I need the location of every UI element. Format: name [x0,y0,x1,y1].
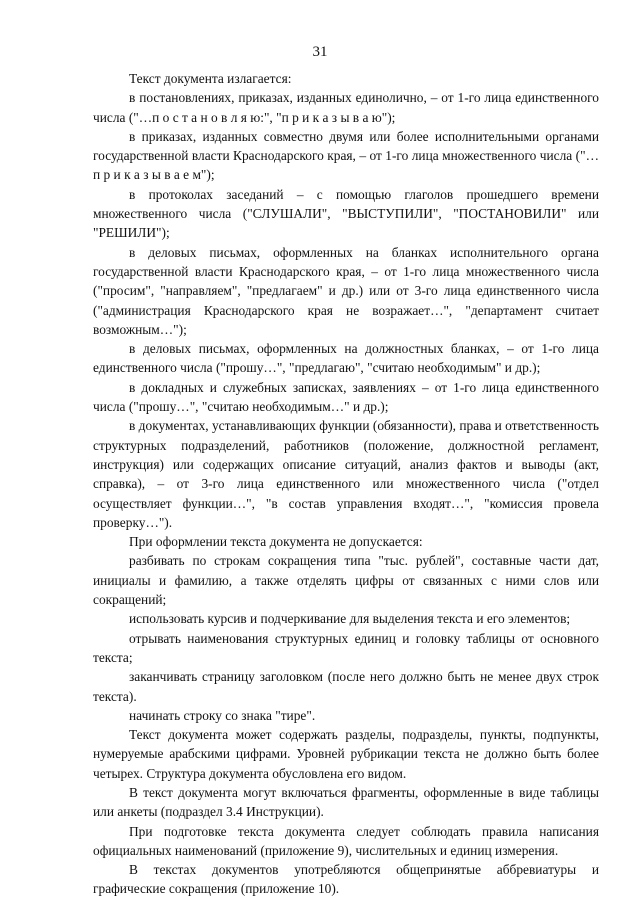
paragraph-rule-line-breaks: разбивать по строкам сокращения типа "тыс. рублей", составные части дат, инициалы и фамилию, а также отделять цифры от связанных с ними слов или сокращений; [93,553,599,608]
paragraph-rule-italics: использовать курсив и подчеркивание для выделения текста и его элементов; [129,611,571,627]
paragraph-structure: Текст документа может содержать разделы, подразделы, пункты, подпункты, нумеруемые арабскими цифрами. Уровней рубрикации текста не должно быть более четырех. Структура документа обусловлена его видом. [93,727,599,781]
paragraph-protocols: в протоколах заседаний – с помощью глаголов прошедшего времени множественного числа ("СЛУШАЛИ", "ВЫСТУПИЛИ", "ПОСТАНОВИЛИ" или "РЕШИЛИ"); [93,186,599,241]
paragraph-tables: В текст документа могут включаться фрагменты, оформленные в виде таблицы или анкеты (подраздел 3.4 Инструкции). [93,784,599,820]
paragraph-business-letters: в деловых письмах, оформленных на бланках исполнительного органа государственной власти Краснодарского края, – от 1-го лица множественного числа ("просим", "направляем", "предлагаем" и др.) или от 3-го лица единственного числа ("администрация Краснодарского края не возражает…", "департамент считает возможным…"); [93,244,599,337]
paragraph-naming-rules: При подготовке текста документа следует соблюдать правила написания официальных наименований (приложение 9), числительных и единиц измерения. [93,823,599,858]
paragraph-official-letterheads: в деловых письмах, оформленных на должностных бланках, – от 1-го лица единственного числа ("прошу…", "предлагаю", "считаю необходимым" и др.); [93,341,599,376]
paragraph-functional-documents: в документах, устанавливающих функции (обязанности), права и ответственность структурных подразделений, работников (положение, должностной регламент, инструкция) или содержащих описание ситуаций, анализ фактов и выводы (акт, справка), – от 3-го лица единственного или множественного числа ("отдел осуществляет функции…", "в состав управления входят…", "комиссия провела проверку…"). [93,418,599,530]
paragraph-rule-dash: начинать строку со знака "тире". [129,707,316,723]
paragraph-abbreviations: В текстах документов употребляются общепринятые аббревиатуры и графические сокращения (приложение 10). [93,862,599,897]
page-number: 31 [312,44,328,60]
paragraph-not-allowed-intro: При оформлении текста документа не допускается: [129,534,423,550]
paragraph-rule-page-end: заканчивать страницу заголовком (после него должно быть не менее двух строк текста). [93,669,599,704]
paragraph-memos: в докладных и служебных записках, заявлениях – от 1-го лица единственного числа ("прошу…", "считаю необходимым…" и др.); [93,379,599,415]
paragraph-rule-table-header: отрывать наименования структурных единиц и головку таблицы от основного текста; [93,630,599,665]
paragraph-intro: Текст документа излагается: [129,71,292,86]
document-body [93,69,599,899]
paragraph-joint-orders: в приказах, изданных совместно двумя или более исполнительными органами государственной власти Краснодарского края, – от 1-го лица множественного числа ("… п р и к а з ы в а е м"); [93,128,599,183]
paragraph-resolutions: в постановлениях, приказах, изданных единолично, – от 1-го лица единственного числа ("…п о с т а н о в л я ю:", "п р и к а з ы в а ю"); [93,90,599,125]
